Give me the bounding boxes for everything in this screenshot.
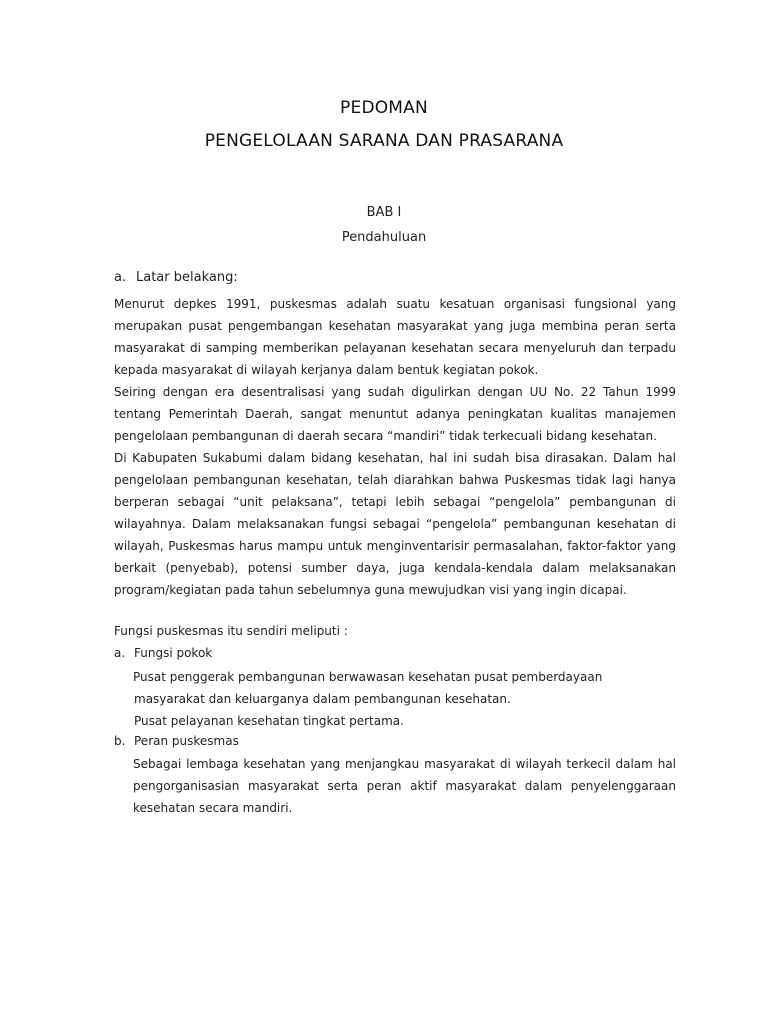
paragraph-line: Seiring dengan era desentralisasi yang sudah digulirkan dengan UU No. 22 Tahun 1999 — [114, 385, 676, 399]
list-item-line: kesehatan secara mandiri. — [133, 801, 293, 815]
fungsi-intro: Fungsi puskesmas itu sendiri meliputi : — [114, 624, 348, 638]
paragraph-line: Di Kabupaten Sukabumi dalam bidang kesehatan, hal ini sudah bisa dirasakan. Dalam hal — [114, 451, 676, 465]
paragraph-line: berkait (penyebab), potensi sumber daya, juga kendala-kendala dalam melaksanakan — [114, 561, 676, 575]
paragraph-line: masyarakat di samping memberikan pelayanan kesehatan secara menyeluruh dan terpadu — [114, 341, 676, 355]
paragraph-line: kepada masyarakat di wilayah kerjanya dalam bentuk kegiatan pokok. — [114, 363, 539, 377]
paragraph-line: pengelolaan pembangunan kesehatan, telah diarahkan bahwa Puskesmas tidak lagi hanya — [114, 473, 676, 487]
list-item-body — [134, 688, 624, 710]
list-item-body — [133, 666, 623, 688]
section-marker: a. — [114, 270, 127, 285]
document-title: PEDOMAN — [340, 98, 428, 118]
list-heading-text: Peran puskesmas — [134, 734, 239, 748]
paragraph-line: merupakan pusat pengembangan kesehatan masyarakat yang juga membina peran serta — [114, 319, 676, 333]
paragraph-line: pengelolaan pembangunan di daerah secara “mandiri” tidak terkecuali bidang kesehatan. — [114, 429, 657, 443]
paragraph-line: tentang Pemerintah Daerah, sangat menuntut adanya peningkatan kualitas manajemen — [114, 407, 676, 421]
paragraph-line: Menurut depkes 1991, puskesmas adalah suatu kesatuan organisasi fungsional yang — [114, 297, 676, 311]
list-item-line: Sebagai lembaga kesehatan yang menjangkau masyarakat di wilayah terkecil dalam hal — [133, 757, 676, 771]
list-marker: a. — [114, 646, 126, 660]
paragraph-1 — [114, 293, 676, 381]
list-heading-text: Fungsi pokok — [134, 646, 213, 660]
list-marker: b. — [114, 734, 126, 748]
list-item-heading — [114, 734, 239, 748]
section-heading — [114, 270, 238, 285]
paragraph-2 — [114, 381, 676, 447]
list-item-line: pengorganisasian masyarakat serta peran aktif masyarakat dalam penyelenggaraan — [133, 779, 676, 793]
chapter-name: Pendahuluan — [341, 230, 427, 245]
paragraph-line: program/kegiatan pada tahun sebelumnya guna mewujudkan visi yang ingin dicapai. — [114, 583, 627, 597]
list-item-line: Pusat penggerak pembangunan berwawasan kesehatan pusat pemberdayaan — [133, 670, 603, 684]
list-item-line: Pusat pelayanan kesehatan tingkat pertama. — [134, 714, 404, 728]
paragraph-line: wilayah, Puskesmas harus mampu untuk menginventarisir permasalahan, faktor-faktor yang — [114, 539, 676, 553]
paragraph-line: wilayahnya. Dalam melaksanakan fungsi sebagai “pengelola” pembangunan kesehatan di — [114, 517, 676, 531]
chapter-number: BAB I — [366, 205, 402, 220]
section-heading-text: Latar belakang: — [136, 270, 238, 285]
list-item-body — [133, 753, 676, 819]
list-item-body — [134, 710, 624, 732]
document-subtitle: PENGELOLAAN SARANA DAN PRASARANA — [204, 131, 564, 151]
list-item-heading — [114, 646, 212, 660]
list-item-line: masyarakat dan keluarganya dalam pembangunan kesehatan. — [134, 692, 511, 706]
paragraph-3 — [114, 447, 676, 601]
paragraph-line: berperan sebagai “unit pelaksana”, tetapi lebih sebagai “pengelola” pembangunan di — [114, 495, 676, 509]
